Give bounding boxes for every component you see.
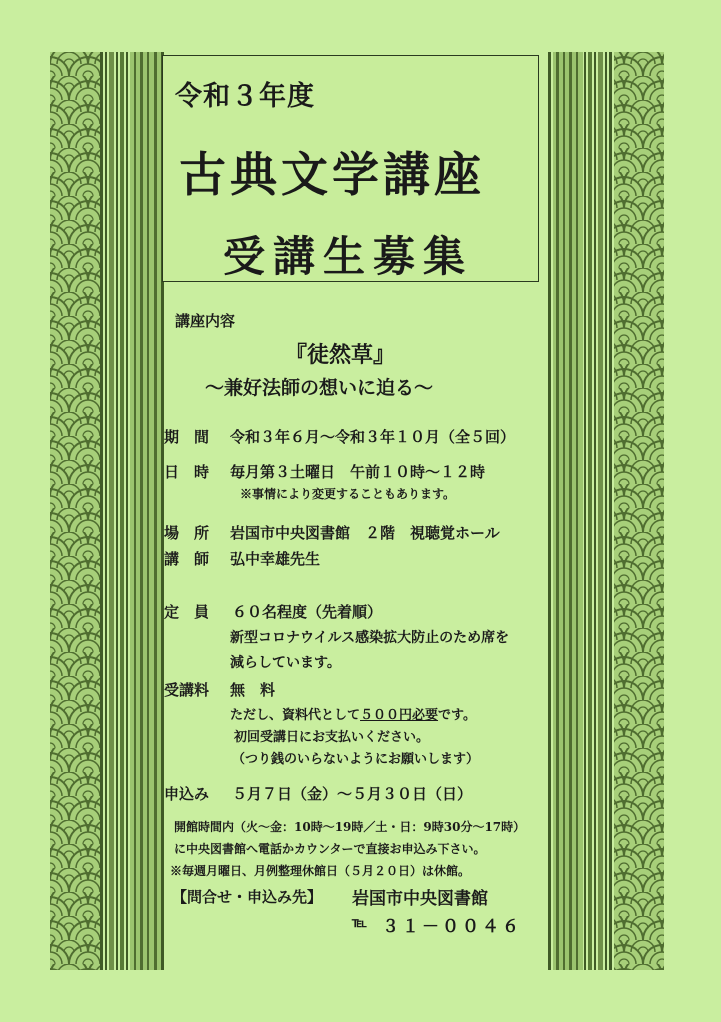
work-title: 『徒然草』 [285, 342, 396, 368]
contact-tel-prefix: ℡ [352, 915, 368, 931]
datetime-label: 日 時 [164, 463, 210, 481]
venue-value: 岩国市中央図書館 ２階 視聴覚ホール [230, 524, 500, 542]
period-label: 期 間 [164, 428, 210, 446]
apply-hours: 開館時間内（火～金：10時～19時／土・日：9時30分～17時） [174, 820, 526, 834]
fee-note-2: 初回受講日にお支払いください。 [234, 730, 430, 745]
period-value: 令和３年６月～令和３年１０月（全５回） [230, 428, 516, 446]
capacity-note-2: 減らしています。 [230, 655, 341, 671]
title-year: 令和３年度 [175, 81, 315, 112]
fee-value: 無 料 [230, 681, 276, 699]
apply-label: 申込み [164, 785, 210, 803]
lecturer-label: 講 師 [164, 550, 210, 568]
lecturer-value: 弘中幸雄先生 [230, 550, 321, 568]
apply-method: に中央図書館へ電話かカウンターで直接お申込み下さい。 [174, 842, 486, 856]
right-wave-border [548, 52, 664, 970]
apply-value: ５月７日（金）～５月３０日（日） [232, 785, 473, 803]
fee-label: 受講料 [164, 681, 210, 699]
fee-amount: ５００円必要 [360, 708, 439, 723]
left-wave-border [50, 52, 164, 970]
work-subtitle: ～兼好法師の想いに迫る～ [205, 377, 434, 399]
title-main: 古典文学講座 [179, 148, 485, 203]
capacity-note-1: 新型コロナウイルス感染拡大防止のため席を [230, 630, 510, 646]
contact-tel: ３１－００４６ [382, 917, 522, 937]
title-sub: 受講生募集 [223, 232, 474, 281]
datetime-note: ※事情により変更することもあります。 [240, 487, 456, 501]
contact-org: 岩国市中央図書館 [352, 889, 488, 909]
capacity-label: 定 員 [164, 603, 210, 621]
title-box [162, 55, 539, 282]
datetime-value: 毎月第３土曜日 午前１０時～１２時 [230, 463, 486, 481]
fee-note-3: （つり銭のいらないようにお願いします） [232, 752, 480, 767]
fee-note-1: ただし、資料代として５００円必要です。 [230, 708, 476, 723]
apply-closed: ※毎週月曜日、月例整理休館日（５月２０日）は休館。 [170, 864, 471, 878]
content-label: 講座内容 [175, 312, 236, 330]
contact-label: 【問合せ・申込み先】 [172, 888, 323, 906]
venue-label: 場 所 [164, 524, 210, 542]
capacity-value: ６０名程度（先着順） [232, 603, 383, 621]
